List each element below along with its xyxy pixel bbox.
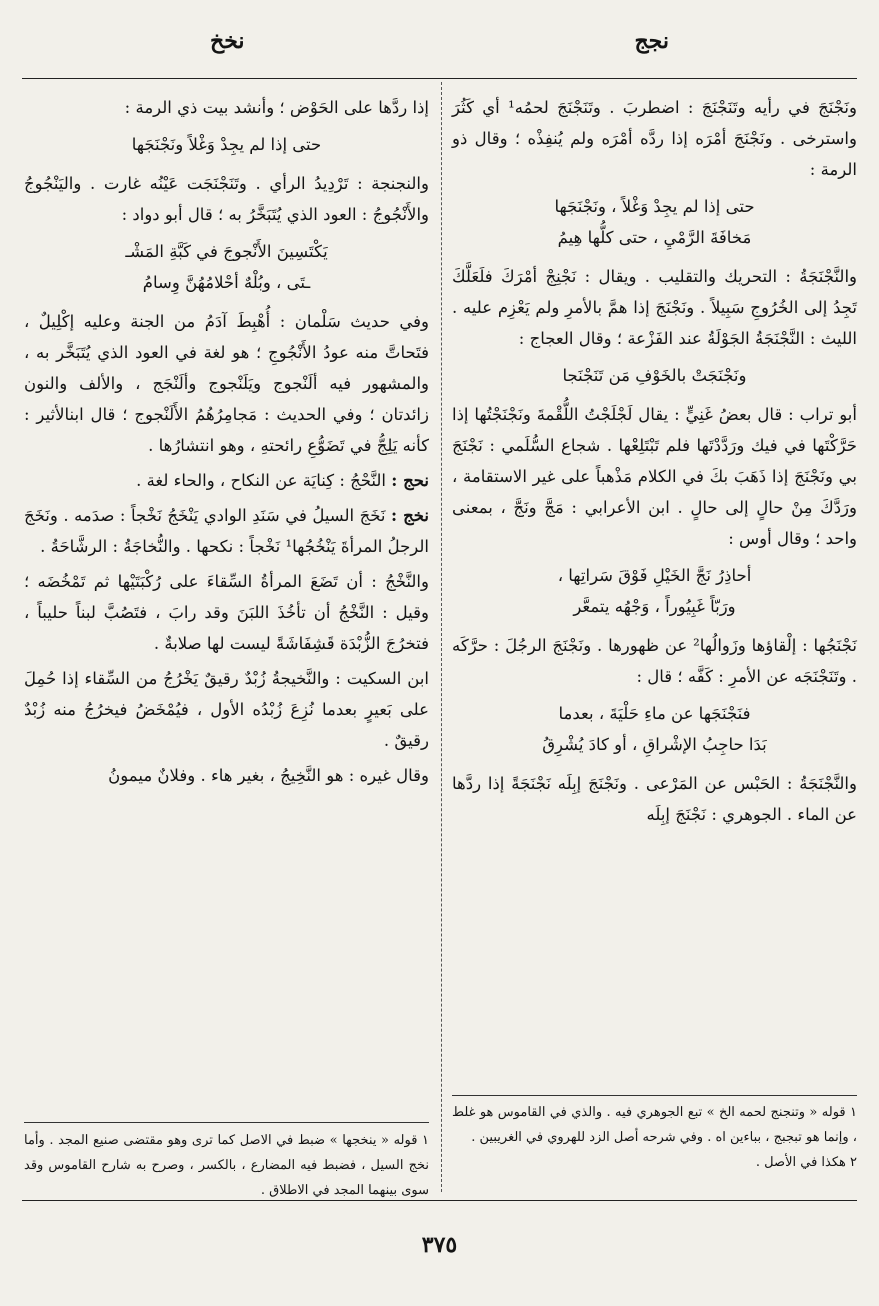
left-verse-2 (24, 236, 429, 298)
verse-line: حتى إذا لم يجِدْ وَغْلاً ، ونَجْنَجَها (554, 197, 755, 216)
left-paragraph-2: والنجنجة : تَرْدِيدُ الرأي . وتَنَجْنَجَت عَيْنُه غارت . واليَنْجُوجُ والأَنْجُوجُ : العود الذي يُتَبَخَّرُ به ؛ قال أبو دواد : (24, 174, 429, 224)
right-paragraph-2: والنَّجْنَجَةُ : التحريك والتقليب . ويقال : نَجْنِجْ أمْرَكَ فلَعَلَّكَ تَجِدُ إلى الخُرُوجِ سَبِيلاً . ونَجْنَجَ إذا همَّ بالأمرِ ولم يَعْزِم عليه . الليث : النَّجْنَجَةُ الجَوْلَةُ عند الفَزْعة ؛ وقال العجاج : (452, 267, 857, 348)
left-verse-1 (24, 129, 429, 160)
right-verse-4 (452, 698, 857, 760)
left-paragraph-3: وفي حديث سَلْمان : أُهْبِطَ آدَمُ من الجنة وعليه إكْلِيلٌ ، فتَحاتَّ منه عودُ الأَنْجُوجِ ؛ هو لغة في العود الذي يُتَبَخَّر به ، والمشهور فيه ألَنْجوج ويَلَنْجوج وألَنْجَج ، والألف والنون زائدتان ؛ وفي الحديث : مَجامِرُهُمُ الأَلَنْجوج ؛ قال ابنالأثير : كأنه يَلِجُّ في تَضَوُّعِ رائحتهِ ، وهو انتشارُها . (24, 312, 429, 455)
verse-line: حتى إذا لم يجِدْ وَغْلاً ونَجْنَجَها (131, 135, 322, 154)
right-paragraph-3: أبو تراب : قال بعضُ غَنِيٍّ : يقال لَجْلَجْتُ اللُّقْمةَ ونَجْنَجْتُها إذا حَرَّكْتَها في فيك ورَدَّدْتَها فلم تَبْتَلِعْها . شجاع السُّلَمي : نَجْنَجَ بي ونَجْنَجَ إذا ذَهَبَ بكَ في الكلام مَذْهباً على غير الاستقامة ، ورَدَّكَ مِنْ حالٍ إلى حالٍ . ابن الأعرابي : مَجَّ ونَجَّ ، بمعنى واحد ؛ وقال أوس : (452, 405, 857, 548)
verse-line: أحاذِرُ نَجَّ الخَيْلِ فَوْقَ سَراتِها ، (557, 566, 752, 585)
entry-text: نَخَجَ السيلُ في سَنَدِ الوادي يَنْخَجُ نَخْجاً : صدَمه . ونَخَجَ الرجلُ المرأةَ يَنْخُجُها¹ نَخْجاً : نكحها . والنُّخاجَةُ : الرشَّاحَةُ . (24, 506, 429, 556)
verse-line: مَخافَةَ الرَّمْيِ ، حتى كلُّها هِيمُ (557, 228, 752, 247)
column-divider (441, 82, 442, 1192)
right-footnotes (452, 1100, 857, 1175)
left-column (24, 92, 429, 795)
right-verse-2 (452, 360, 857, 391)
entry-headword: نحج : (391, 471, 429, 490)
footnote-1: ١ قوله « ينخجها » ضبط في الاصل كما ترى وهو مقتضى صنيع المجد . وأما نخج السيل ، فضبط فيه المضارع ، بالكسر ، وصرح به شارح القاموس وقد سوى بينهما المجد في الاطلاق . (24, 1133, 429, 1198)
footnote-2: ٢ هكذا في الأصل . (755, 1155, 857, 1170)
left-paragraph-8: وقال غيره : هو النَّخِيجُ ، بغير هاء . وفلانٌ ميمونُ (108, 766, 429, 785)
entry-nakhaj (24, 500, 429, 562)
right-paragraph-5: والنَّجْنَجَةُ : الحَبْس عن المَرْعى . ونَجْنَجَ إبِلَه نَجْنَجَةً إذا ردَّها عن الماء . الجوهري : نَجْنَجَ إبِلَه (452, 774, 857, 824)
left-footnote-rule (24, 1122, 429, 1123)
verse-line: ونَجْنَجَتْ بالخَوْفِ مَن تَنَجْنَجا (562, 366, 747, 385)
left-paragraph-7: ابن السكيت : والنَّخيجةُ زُبْدٌ رقيقٌ يَخْرُجُ من السِّقاء إذا حُمِلَ على بَعيرٍ بعدما نُزِعَ زُبْدُه الأول ، فيُمْخَضُ فيخرُجُ منه زُبْدٌ رقيقٌ . (24, 669, 429, 750)
right-verse-1 (452, 191, 857, 253)
right-paragraph-1: ونَجْنَجَ في رأيه وتَنَجْنَجَ : اضطربَ . وتَنَجْنَجَ لحمُه¹ أي كَثُرَ واسترخى . ونَجْنَجَ أمْرَه إذا ردَّه أمْرَه ولم يُنفِذْه ؛ وقال ذو الرمة : (452, 98, 857, 179)
header-right-word: نجج (634, 28, 669, 54)
right-column (452, 92, 857, 834)
entry-text: النَّحْجُ : كِنايَة عن النكاح ، والحاء لغة . (136, 471, 387, 490)
bottom-rule (22, 1200, 857, 1201)
top-rule (22, 78, 857, 79)
verse-line: ورَبّاً غَبِيُوراً ، وَجْهُه يتمعَّر (573, 597, 736, 616)
verse-line: يَكْتَسِينَ الأَنْجوجَ في كَبَّةِ المَشْـ (125, 242, 328, 261)
header-left-word: نخخ (210, 28, 245, 54)
verse-line: ـتَى ، وبُلْهٌ أحْلامُهُنَّ وِسامُ (142, 273, 311, 292)
entry-headword: نخج : (391, 506, 429, 525)
entry-nahaj (24, 465, 429, 496)
verse-line: فنَجْنَجَها عن ماءِ حَلْيَةَ ، بعدما (558, 704, 751, 723)
right-paragraph-4: نَجْنَجُها : إلْقاؤها وزَوالُها² عن ظهورها . ونَجْنَجَ الرجُلَ : حرَّكَه . وتَنَجْنَجَه عن الأمرِ : كَفَّه ؛ قال : (452, 636, 857, 686)
page-number: ٣٧٥ (421, 1232, 458, 1258)
left-paragraph-1: إذا ردَّها على الحَوْض ؛ وأنشد بيت ذي الرمة : (124, 98, 429, 117)
left-paragraph-6: والنَّخْجُ : أن تَضَعَ المرأةُ السِّقاءَ على رُكْبَتَيْها ثم تَمْخُضَه ؛ وقيل : النَّخْجُ أن تأخُذَ اللبَنَ وقد رابَ ، فتَصُبَّ لبناً حليباً ، فتخرُجَ الزُّبْدَة قَشِفَاشَةً ليست لها صلابةٌ . (24, 572, 429, 653)
right-footnote-rule (452, 1095, 857, 1096)
left-footnotes (24, 1128, 429, 1203)
verse-line: بَدَا حاجِبُ الإشْراقِ ، أو كادَ يُشْرِقُ (542, 735, 767, 754)
right-verse-3 (452, 560, 857, 622)
footnote-1: ١ قوله « وتنجنج لحمه الخ » تبع الجوهري فيه . والذي في القاموس هو غلط ، وإنما هو تبجبج ، بباءين اه . وفي شرحه أصل الزد للهروي في الغريبين . (452, 1105, 857, 1145)
